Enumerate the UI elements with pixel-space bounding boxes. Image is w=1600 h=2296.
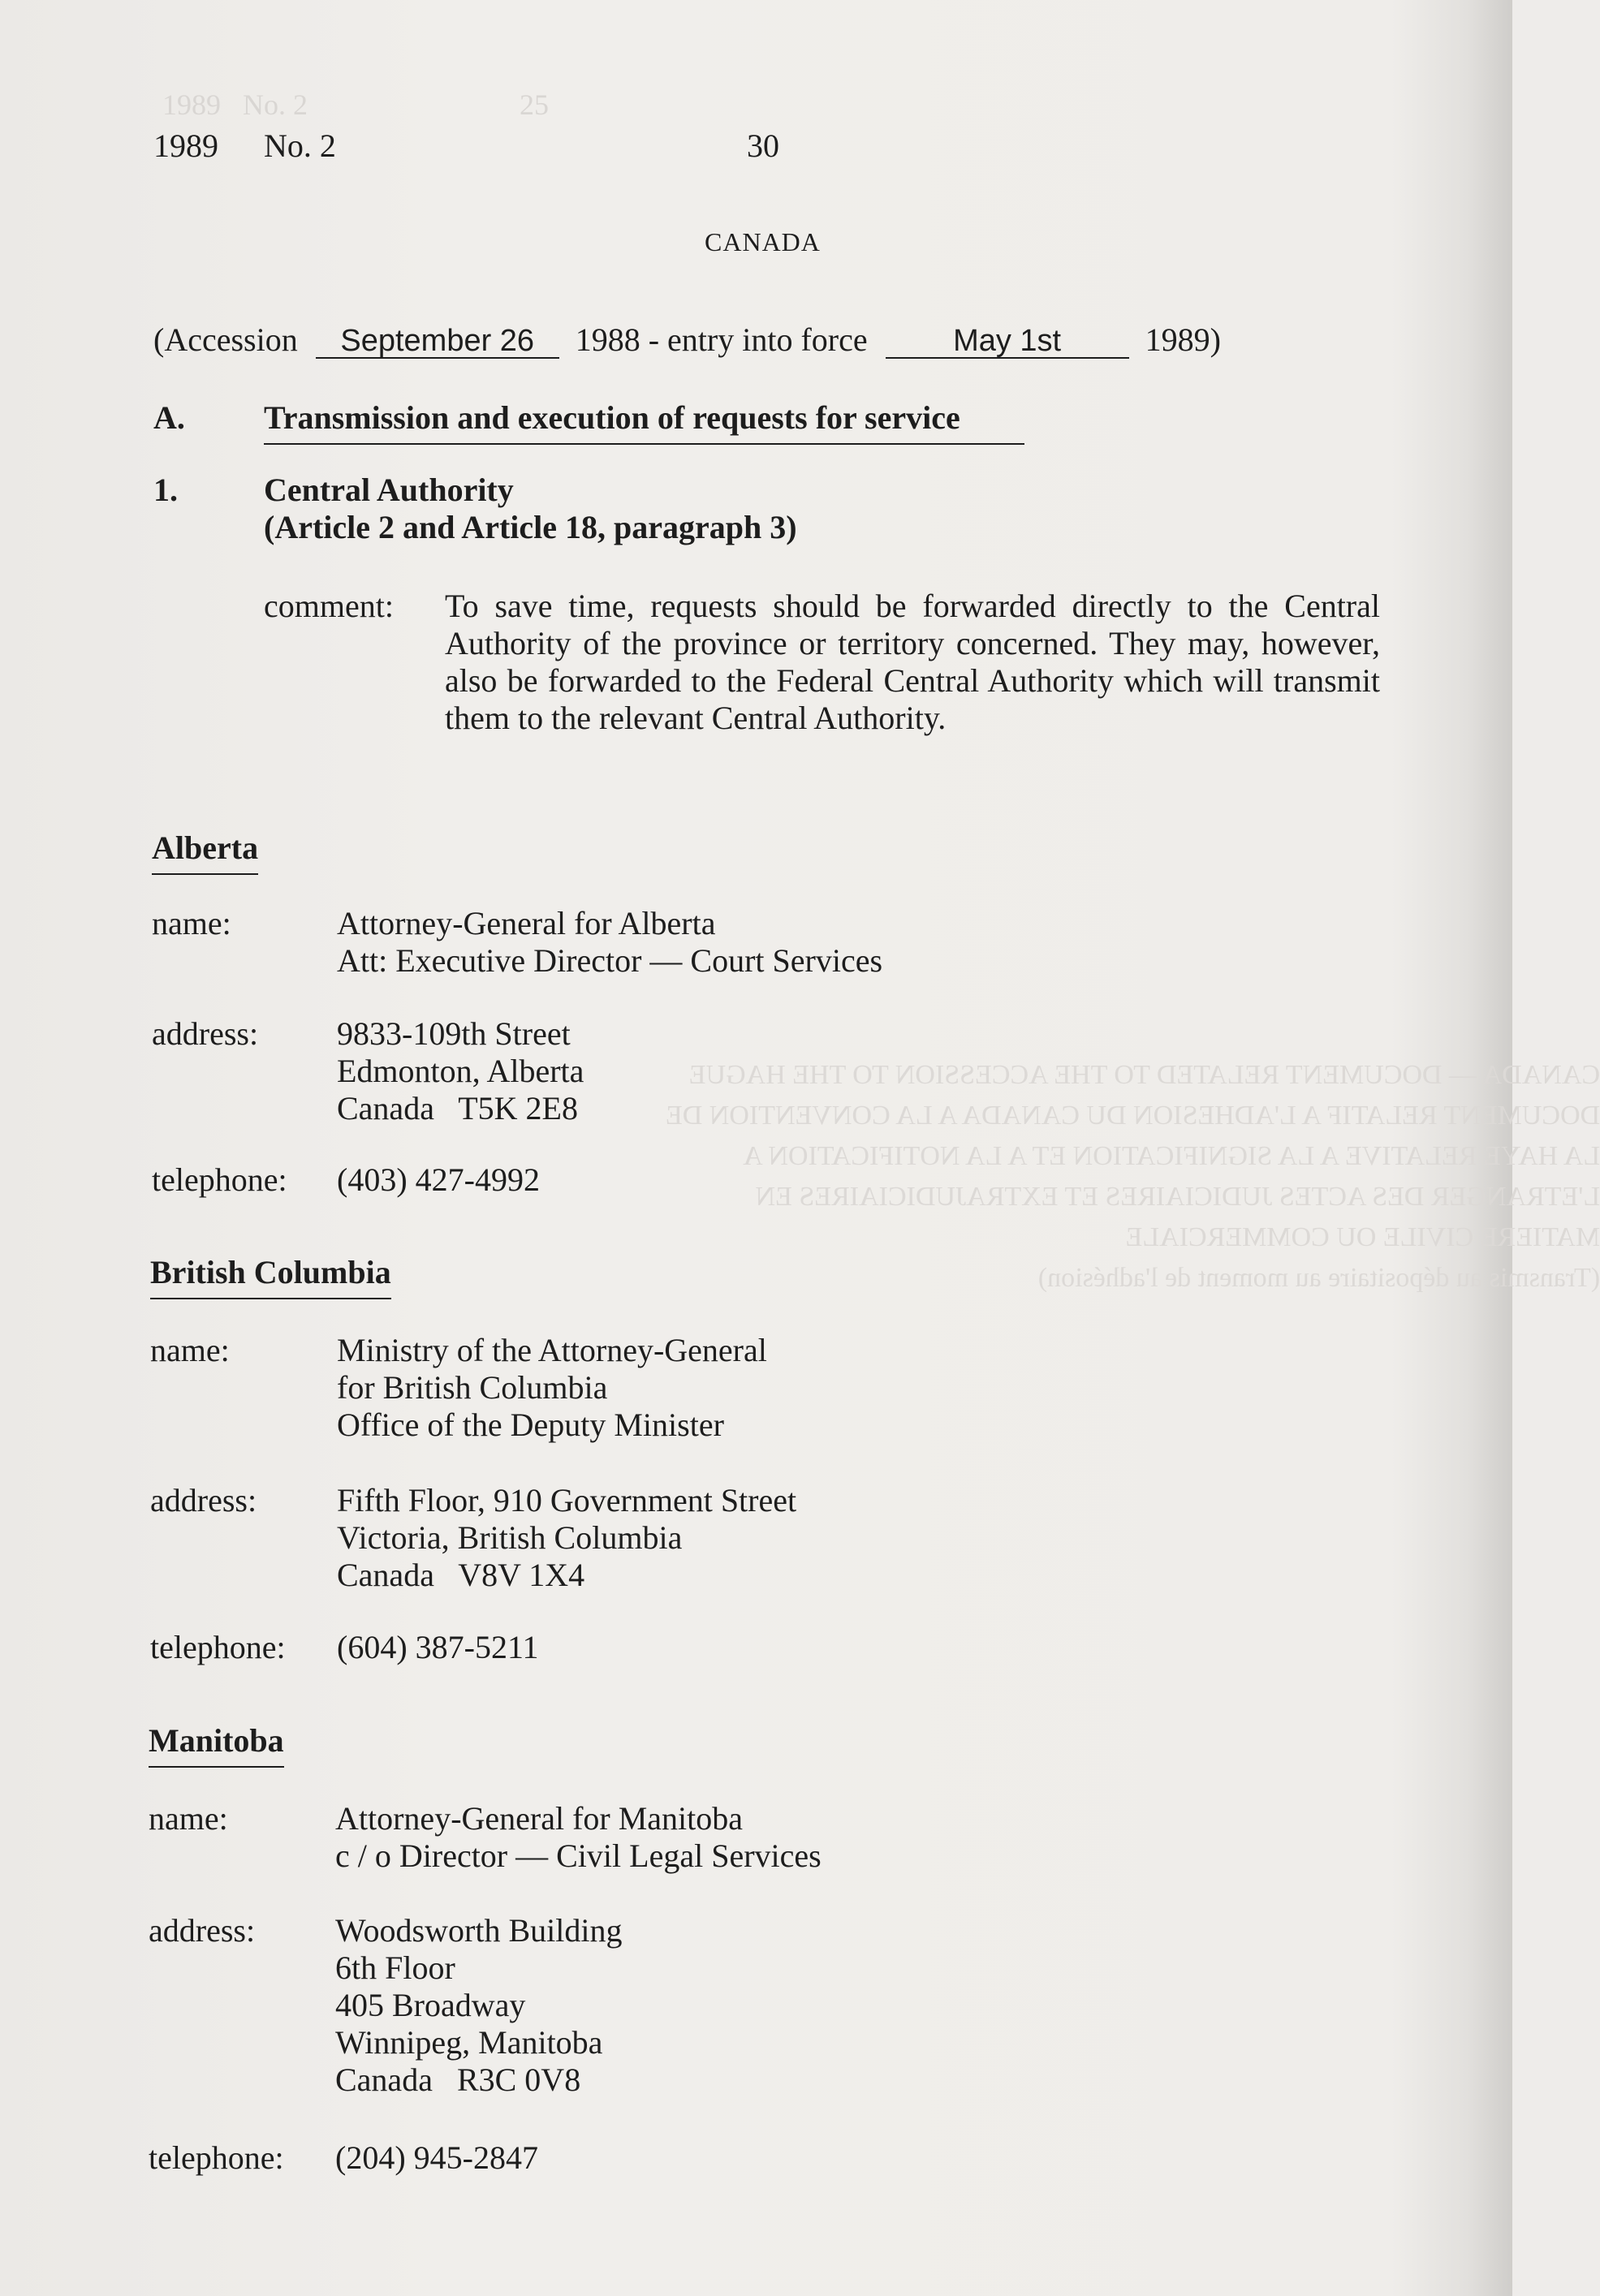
manitoba-address-value: [335, 1912, 622, 2099]
item-1-title: [264, 472, 797, 546]
manitoba-address-line: 6th Floor: [335, 1949, 455, 1986]
alberta-address-line: 9833-109th Street: [337, 1015, 571, 1052]
item-1-number: 1.: [153, 472, 178, 508]
comment-text: To save time, requests should be forwarded directly to the Central Authority of the province or territory concerned. They may, however, also be forwarded to the Federal Central Authority which will transmit them to the relevant Central Authority.: [445, 588, 1380, 736]
manitoba-name-value: [335, 1800, 822, 1875]
item-1-title-line1: Central Authority: [264, 472, 514, 508]
alberta-address-line: Canada T5K 2E8: [337, 1090, 578, 1126]
entry-into-force-text: - entry into force: [648, 321, 868, 358]
bc-name-line: Ministry of the Attorney-General: [337, 1332, 767, 1368]
section-a-letter: A.: [153, 399, 185, 436]
province-heading-manitoba: Manitoba: [149, 1722, 284, 1768]
manitoba-address-line: Woodsworth Building: [335, 1912, 623, 1949]
item-1-title-line2: (Article 2 and Article 18, paragraph 3): [264, 509, 797, 545]
bc-address-line: Victoria, British Columbia: [337, 1519, 683, 1556]
alberta-telephone-value: (403) 427-4992: [337, 1161, 540, 1198]
alberta-name-line: Attorney-General for Alberta: [337, 905, 716, 941]
manitoba-address-label: address:: [149, 1912, 256, 1949]
alberta-name-label: name:: [152, 905, 231, 941]
alberta-name-line: Att: Executive Director — Court Services: [337, 942, 883, 979]
header-number: No. 2: [264, 127, 336, 164]
bc-address-label: address:: [150, 1482, 257, 1518]
manitoba-name-line: c / o Director — Civil Legal Services: [335, 1837, 822, 1874]
bleed-through-block: CANADA — DOCUMENT RELATED TO THE ACCESSION TO THE HAGUE DOCUMENT RELATIF A L'ADHESION DU CANADA A LA CONVENTION DE LA HAYE RELATIVE A LA SIGNIFICATION ET A LA NOTIFICATION A L'ETRANGER DES ACTES JUDICIAIRES ET EXTRAJUDICIAIRES EN MATIERE CIVILE OU COMMERCIALE (Transmis au dépositaire au moment de l'adhésion): [666, 1060, 1600, 1293]
page-number: 30: [747, 127, 779, 164]
country-heading: CANADA: [705, 227, 821, 256]
accession-prefix: (Accession: [153, 321, 298, 358]
bc-address-line: Fifth Floor, 910 Government Street: [337, 1482, 797, 1518]
manitoba-address-line: 405 Broadway: [335, 1987, 526, 2023]
bc-telephone-value: (604) 387-5211: [337, 1629, 539, 1665]
header-year: 1989: [153, 127, 218, 164]
alberta-address-line: Edmonton, Alberta: [337, 1053, 584, 1089]
manitoba-name-label: name:: [149, 1800, 228, 1837]
bc-telephone-label: telephone:: [150, 1629, 286, 1665]
bc-address-line: Canada V8V 1X4: [337, 1557, 585, 1593]
manitoba-name-line: Attorney-General for Manitoba: [335, 1800, 744, 1837]
manitoba-address-line: Winnipeg, Manitoba: [335, 2024, 603, 2061]
alberta-telephone-label: telephone:: [152, 1161, 287, 1198]
accession-line: [153, 321, 1221, 359]
manitoba-telephone-label: telephone:: [149, 2139, 284, 2176]
alberta-name-value: [337, 905, 882, 980]
accession-year: 1988: [575, 321, 640, 358]
entry-into-force-date-field: May 1st: [886, 325, 1129, 359]
alberta-address-label: address:: [152, 1015, 259, 1052]
manitoba-address-line: Canada R3C 0V8: [335, 2061, 581, 2098]
bc-name-label: name:: [150, 1332, 230, 1368]
bc-name-value: [337, 1332, 767, 1444]
bc-address-value: [337, 1482, 796, 1594]
accession-date-field: September 26: [316, 325, 559, 359]
province-heading-alberta: Alberta: [152, 829, 258, 875]
bc-name-line: for British Columbia: [337, 1369, 608, 1406]
entry-year: 1989): [1145, 321, 1221, 358]
section-a-title: Transmission and execution of requests for service: [264, 399, 1024, 445]
bc-name-line: Office of the Deputy Minister: [337, 1406, 724, 1443]
alberta-address-value: [337, 1015, 584, 1127]
manitoba-telephone-value: (204) 945-2847: [335, 2139, 538, 2176]
bleed-through-header: 1989 No. 2 25: [162, 88, 549, 121]
province-heading-british-columbia: British Columbia: [150, 1254, 391, 1299]
comment-label: comment:: [264, 588, 394, 624]
